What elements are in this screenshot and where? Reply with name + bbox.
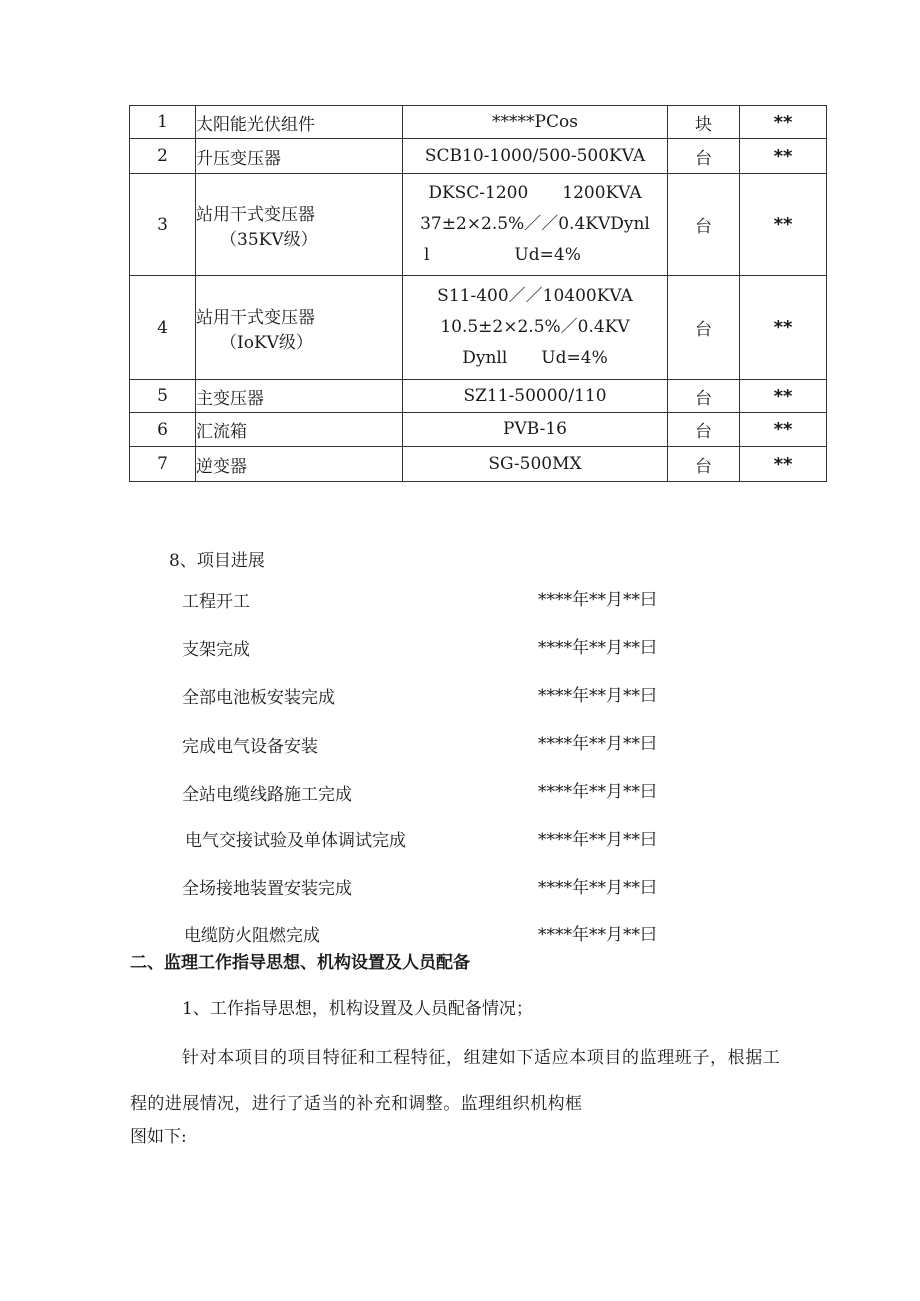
row-number: 2	[130, 139, 196, 174]
section-subheading: 1、工作指导思想，机构设置及人员配备情况；	[182, 999, 533, 1019]
equipment-name-sub: （IoKV级）	[220, 332, 313, 353]
equipment-name: 主变压器	[196, 380, 403, 413]
equipment-name-sub: （35KV级）	[220, 229, 318, 250]
paragraph-line: 针对本项目的项目特征和工程特征，组建如下适应本项目的监理班子，根据工	[182, 1048, 781, 1068]
table-row	[130, 380, 827, 413]
progress-item-label: 工程开工	[182, 592, 250, 612]
row-number: 3	[130, 174, 196, 276]
progress-item-date: ****年**月**曰	[538, 925, 657, 945]
equipment-name: 逆变器	[196, 447, 403, 482]
equipment-unit: 台	[668, 276, 740, 380]
progress-item-label: 电气交接试验及单体调试完成	[185, 831, 406, 851]
equipment-unit: 台	[668, 447, 740, 482]
row-number: 7	[130, 447, 196, 482]
equipment-model: SG-500MX	[403, 447, 668, 482]
equipment-name-main: 站用干式变压器	[196, 307, 315, 328]
equipment-name: 太阳能光伏组件	[196, 106, 403, 139]
equipment-name: 汇流箱	[196, 413, 403, 447]
progress-item-label: 全部电池板安装完成	[182, 688, 335, 708]
table-row	[130, 276, 827, 380]
table-row	[130, 174, 827, 276]
progress-item-date: ****年**月**曰	[538, 830, 657, 850]
equipment-name	[196, 174, 403, 276]
equipment-unit: 块	[668, 106, 740, 139]
equipment-unit: 台	[668, 380, 740, 413]
equipment-qty: **	[740, 106, 827, 139]
equipment-qty: **	[740, 139, 827, 174]
progress-item-label: 支架完成	[182, 640, 250, 660]
table-row	[130, 106, 827, 139]
row-number: 1	[130, 106, 196, 139]
progress-item-label: 电缆防火阻燃完成	[184, 926, 320, 946]
progress-item-date: ****年**月**曰	[538, 878, 657, 898]
row-number: 6	[130, 413, 196, 447]
equipment-name-main: 站用干式变压器	[196, 204, 315, 225]
paragraph-line: 图如下:	[130, 1127, 187, 1147]
equipment-model: S11-400／／10400KVA 10.5±2×2.5%／0.4KV Dynll Ud=4%	[403, 276, 668, 380]
equipment-model: PVB-16	[403, 413, 668, 447]
equipment-qty: **	[740, 276, 827, 380]
equipment-qty: **	[740, 413, 827, 447]
equipment-name	[196, 276, 403, 380]
progress-item-date: ****年**月**曰	[538, 734, 657, 754]
equipment-model: DKSC-1200 1200KVA 37±2×2.5%／／0.4KVDynl l Ud=4%	[403, 174, 668, 276]
equipment-name: 升压变压器	[196, 139, 403, 174]
equipment-qty: **	[740, 380, 827, 413]
progress-item-label: 全站电缆线路施工完成	[182, 785, 352, 805]
row-number: 5	[130, 380, 196, 413]
progress-item-date: ****年**月**曰	[538, 638, 657, 658]
progress-item-date: ****年**月**曰	[538, 782, 657, 802]
table-row	[130, 139, 827, 174]
equipment-qty: **	[740, 174, 827, 276]
equipment-unit: 台	[668, 174, 740, 276]
section-heading: 二、监理工作指导思想、机构设置及人员配备	[130, 953, 470, 973]
equipment-table	[129, 105, 827, 482]
progress-item-label: 全场接地装置安装完成	[182, 879, 352, 899]
equipment-model: *****PCos	[403, 106, 668, 139]
equipment-unit: 台	[668, 139, 740, 174]
table-row	[130, 413, 827, 447]
equipment-model: SCB10-1000/500-500KVA	[403, 139, 668, 174]
progress-title: 8、项目进展	[169, 551, 265, 571]
progress-item-date: ****年**月**曰	[538, 590, 657, 610]
progress-item-date: ****年**月**曰	[538, 686, 657, 706]
progress-item-label: 完成电气设备安装	[182, 737, 318, 757]
paragraph-line: 程的进展情况，进行了适当的补充和调整。监理组织机构框	[130, 1094, 583, 1114]
equipment-qty: **	[740, 447, 827, 482]
equipment-unit: 台	[668, 413, 740, 447]
table-row	[130, 447, 827, 482]
row-number: 4	[130, 276, 196, 380]
equipment-model: SZ11-50000/110	[403, 380, 668, 413]
